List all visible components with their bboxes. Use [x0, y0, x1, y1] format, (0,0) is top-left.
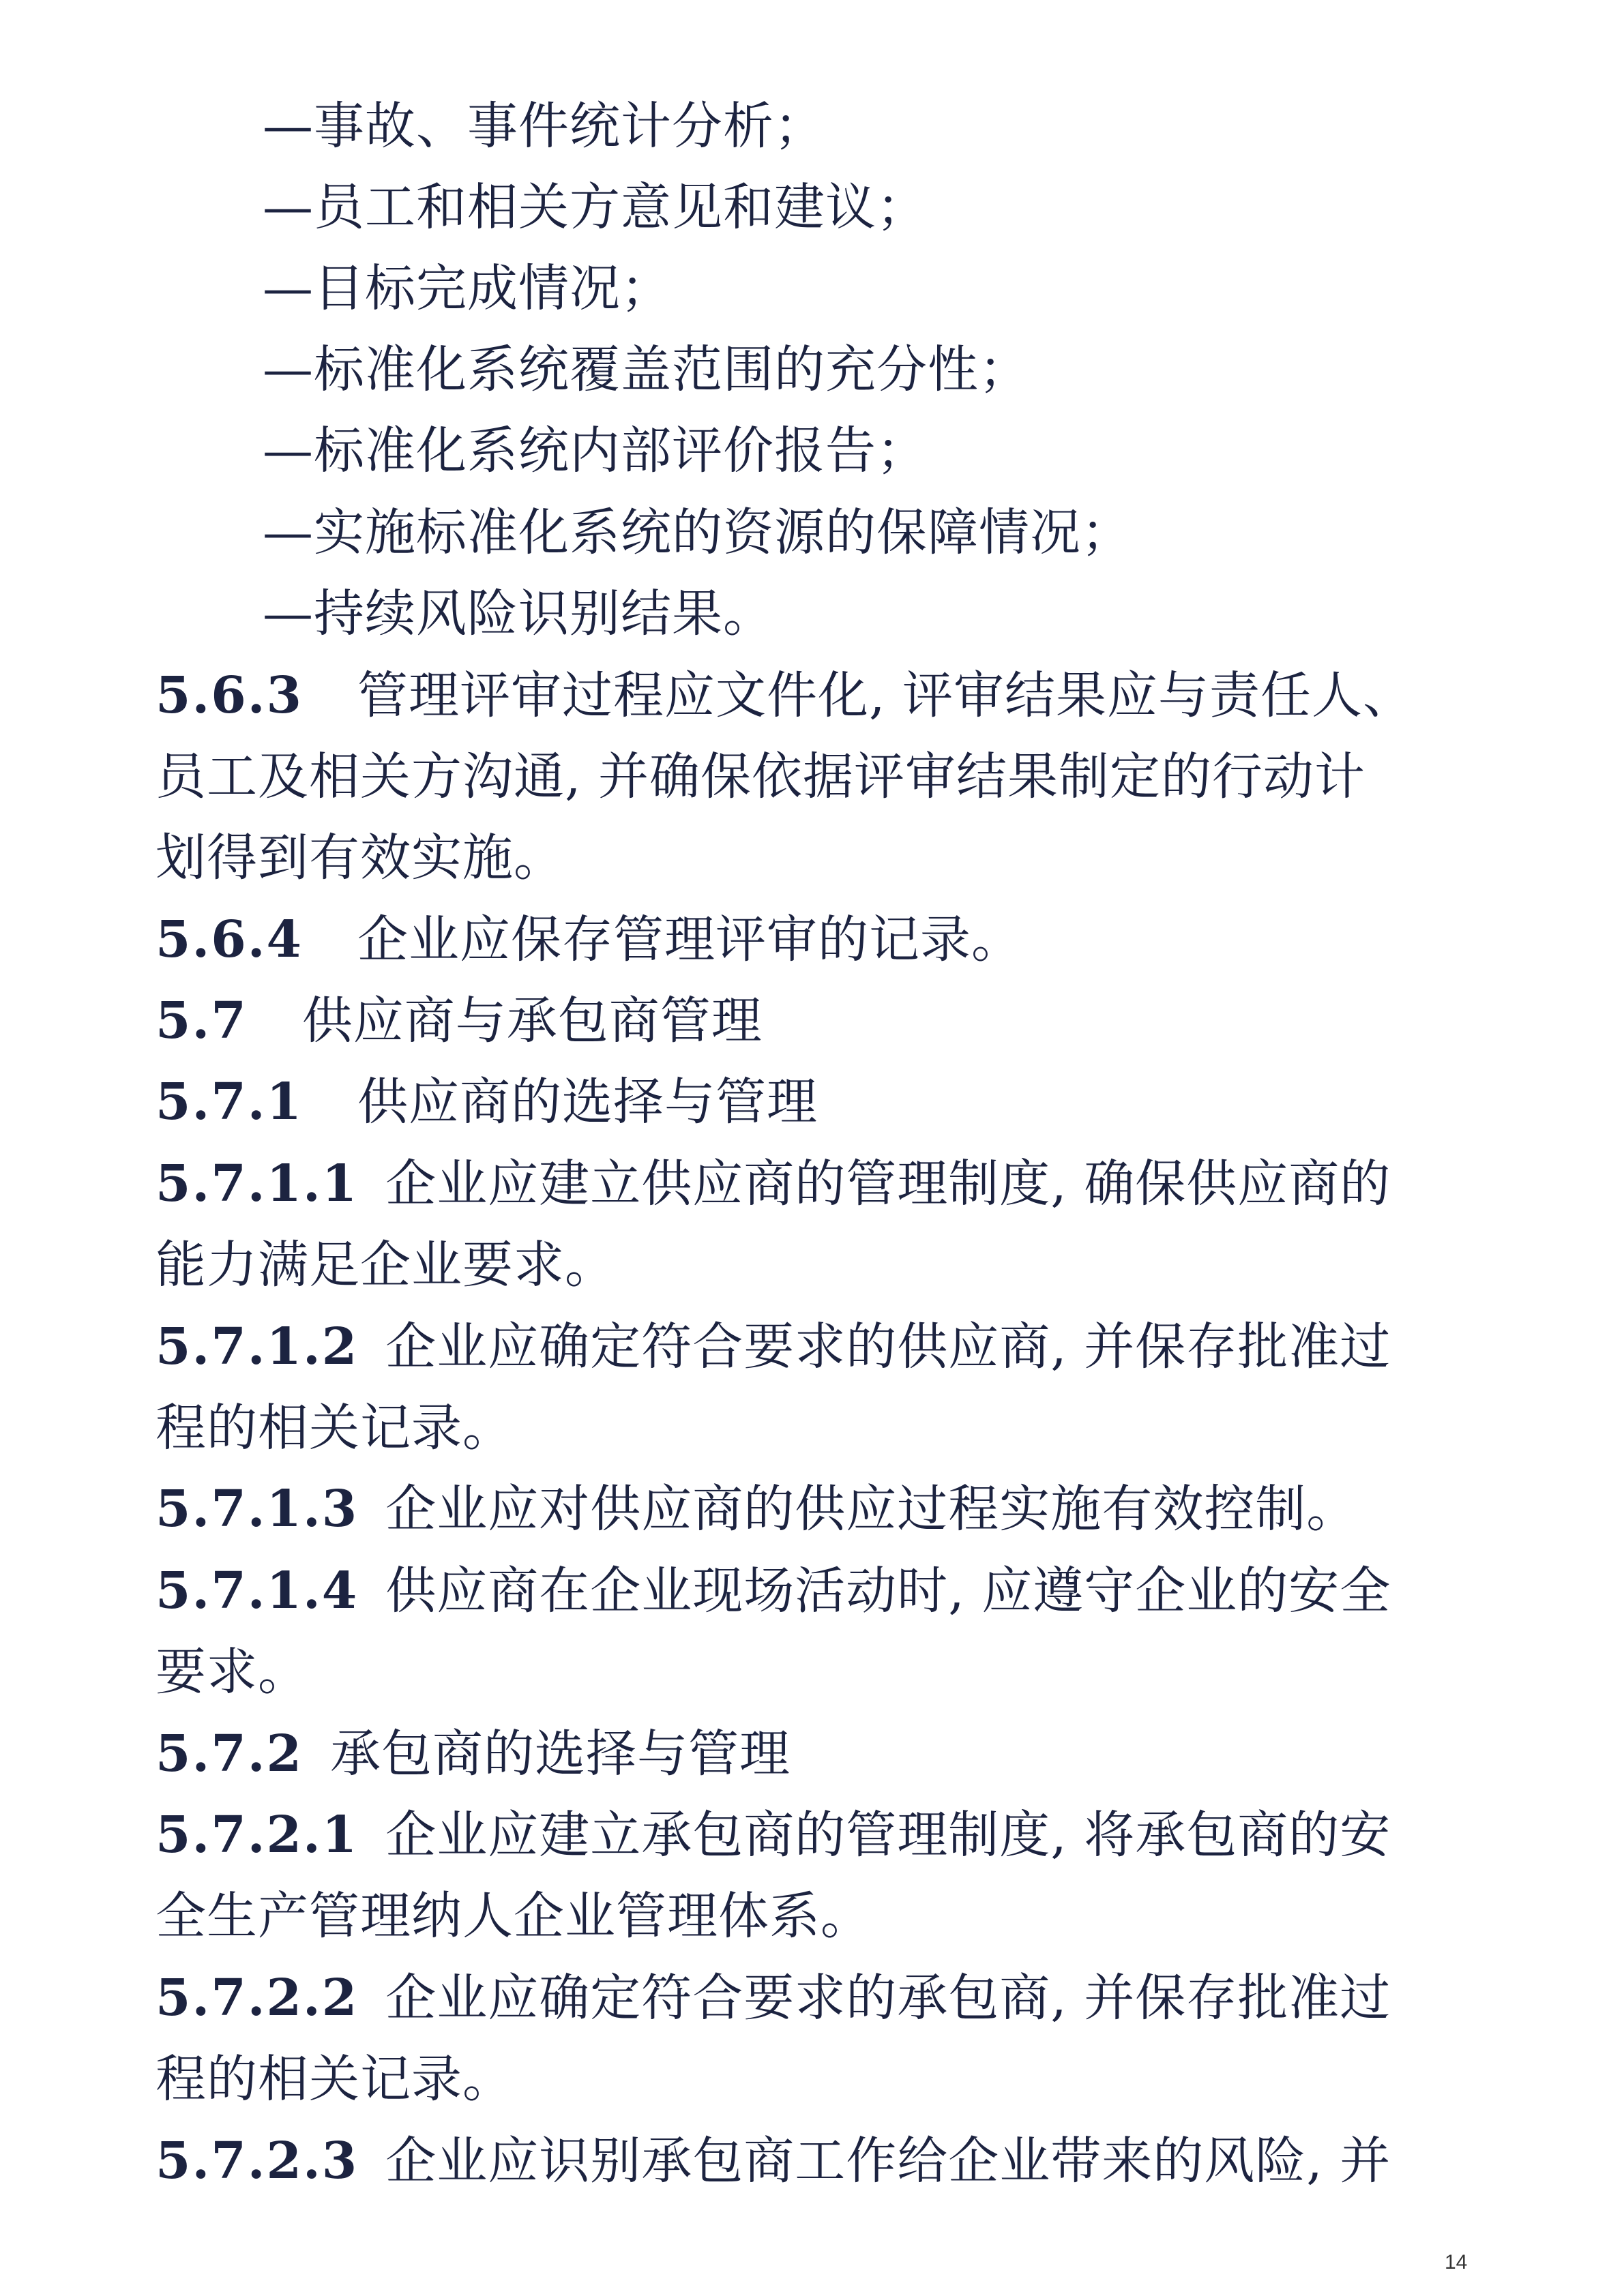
list-item: —持续风险识别结果。	[263, 584, 774, 643]
clause-text-line: 能力满足企业要求。	[156, 1236, 616, 1294]
clause-number: 5.7.1.4	[156, 1562, 359, 1620]
clause-text: 企业应保存管理评审的记录。	[357, 910, 1022, 969]
section-heading-5-7	[156, 980, 763, 1062]
section-heading-5-7-1	[156, 1061, 818, 1143]
clause-text: 企业应确定符合要求的供应商, 并保存批准过	[385, 1317, 1391, 1376]
clause-text: 企业应建立供应商的管理制度, 确保供应商的	[385, 1154, 1391, 1213]
page-number: 14	[1445, 2251, 1468, 2273]
clause-5-6-3	[156, 655, 1414, 736]
clause-number: 5.6.3	[156, 666, 303, 725]
clause-text: 供应商的选择与管理	[357, 1073, 818, 1131]
clause-text-line: 要求。	[156, 1643, 309, 1701]
clause-number: 5.7.2.2	[156, 1969, 359, 2027]
clause-number: 5.7.1	[156, 1073, 303, 1131]
clause-text-line: 程的相关记录。	[156, 1399, 514, 1457]
clause-number: 5.7.1.1	[156, 1154, 359, 1213]
clause-text: 管理评审过程应文件化, 评审结果应与责任人、	[357, 666, 1415, 725]
clause-number: 5.7.2.3	[156, 2132, 359, 2190]
clause-number: 5.6.4	[156, 910, 303, 969]
clause-5-6-4	[156, 899, 1022, 981]
clause-text-line: 员工及相关方沟通, 并确保依据评审结果制定的行动计	[156, 747, 1366, 806]
clause-number: 5.7.1.2	[156, 1317, 359, 1376]
clause-text: 企业应识别承包商工作给企业带来的风险, 并	[385, 2132, 1391, 2190]
clause-5-7-1-3	[156, 1468, 1357, 1550]
section-heading-5-7-2	[156, 1713, 791, 1795]
clause-text: 供应商在企业现场活动时, 应遵守企业的安全	[385, 1562, 1391, 1620]
clause-text-line: 划得到有效实施。	[156, 829, 565, 887]
clause-number: 5.7.2.1	[156, 1806, 359, 1864]
clause-number: 5.7	[156, 992, 248, 1050]
clause-5-7-2-3	[156, 2120, 1391, 2202]
clause-number: 5.7.1.3	[156, 1480, 359, 1538]
clause-text-line: 程的相关记录。	[156, 2050, 514, 2108]
clause-number: 5.7.2	[156, 1725, 303, 1783]
clause-5-7-1-1	[156, 1143, 1391, 1225]
clause-text: 企业应对供应商的供应过程实施有效控制。	[385, 1480, 1358, 1538]
list-item: —标准化系统内部评价报告；	[263, 421, 928, 480]
clause-text: 供应商与承包商管理	[301, 992, 763, 1050]
clause-text: 企业应建立承包商的管理制度, 将承包商的安	[385, 1806, 1391, 1864]
list-item: —标准化系统覆盖范围的充分性；	[263, 340, 1030, 399]
list-item: —事故、事件统计分析；	[263, 97, 825, 155]
list-item: —实施标准化系统的资源的保障情况；	[263, 503, 1132, 562]
clause-text-line: 全生产管理纳人企业管理体系。	[156, 1887, 872, 1945]
clause-5-7-1-4	[156, 1550, 1391, 1632]
list-item: —目标完成情况；	[263, 259, 672, 318]
clause-5-7-2-1	[156, 1794, 1391, 1876]
clause-text: 承包商的选择与管理	[330, 1725, 791, 1783]
clause-text: 企业应确定符合要求的承包商, 并保存批准过	[385, 1969, 1391, 2027]
list-item: —员工和相关方意见和建议；	[263, 178, 928, 237]
clause-5-7-2-2	[156, 1957, 1391, 2039]
clause-5-7-1-2	[156, 1306, 1391, 1388]
